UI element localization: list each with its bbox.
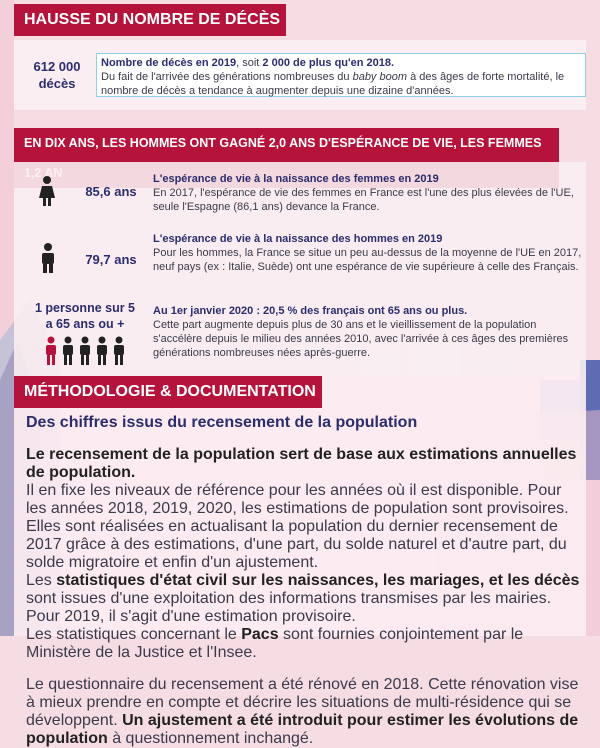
person-icon-highlight: [46, 337, 56, 366]
pacs-bold: Pacs: [241, 626, 279, 643]
person-icon: [63, 337, 73, 366]
person-icon: [97, 337, 107, 366]
methodology-subtitle: Des chiffres issus du recensement de la population: [26, 414, 418, 431]
section1-title: HAUSSE DU NOMBRE DE DÉCÈS: [14, 4, 286, 36]
deaths-unit: décès: [38, 76, 76, 91]
person-icon: [80, 337, 90, 366]
people-ratio-icons: [44, 336, 128, 366]
women-lead: L'espérance de vie à la naissance des femmes en 2019: [153, 173, 439, 185]
methodology-p2: [26, 572, 582, 626]
pacs-text-b: sont fournies conjointement par le Ministère de la Justice et l'Insee.: [26, 626, 524, 661]
women-value: 85,6 ans: [85, 184, 137, 199]
elderly-box: [153, 304, 578, 360]
pacs-text-a: Les statistiques concernant le: [26, 626, 242, 643]
deaths-stat: [22, 58, 92, 92]
questionnaire-text-b: à questionnement inchangé.: [107, 730, 314, 747]
man-icon: [40, 242, 56, 274]
women-box: [153, 172, 583, 214]
elderly-lead: Au 1er janvier 2020 : 20,5 % des français ont 65 ans ou plus.: [153, 305, 468, 317]
census-text: Il en fixe les niveaux de référence pour les années où il est disponible. Pour les années 2018, 2019, 2020, les estimations de population sont provisoires. Elles sont réalisées en actualisant la population du dernier recensement de 2017 grâce à des estimations, d'une part, du solde naturel et d'autre part, du solde migratoire et enfin d'un ajustement.: [26, 482, 569, 571]
deaths-box: [96, 53, 586, 97]
deaths-text-italic: baby boom: [352, 71, 408, 83]
methodology-p4: [26, 676, 582, 748]
woman-icon: [38, 175, 56, 207]
elderly-text: Cette part augmente depuis plus de 30 ans et le vieillissement de la population s'accélère depuis le milieu des années 2010, avec l'arrivée à ces âges des premières générations nombreuses nées après-guerre.: [153, 319, 569, 359]
person-icon: [114, 337, 124, 366]
methodology-p1: [26, 446, 582, 572]
deaths-value: 612 000: [33, 59, 81, 74]
elderly-value-line2: a 65 ans ou +: [45, 317, 125, 331]
men-lead: L'espérance de vie à la naissance des hommes en 2019: [153, 233, 443, 245]
civil-text-b: sont issues d'une exploitation des informations transmises par les mairies. Pour 2019, il s'agit d'une estimation provisoire.: [26, 590, 552, 625]
deaths-text-a: Du fait de l'arrivée des générations nombreuses du: [101, 71, 353, 83]
census-lead: Le recensement de la population sert de base aux estimations annuelles de population.: [26, 446, 577, 481]
elderly-value-line1: 1 personne sur 5: [34, 301, 136, 315]
men-box: [153, 232, 583, 274]
deaths-lead-bold2: 2 000 de plus qu'en 2018.: [262, 57, 395, 69]
section2-title: EN DIX ANS, LES HOMMES ONT GAGNÉ 2,0 ANS D'ESPÉRANCE DE VIE, LES FEMMES: [14, 128, 559, 188]
methodology-p3: [26, 626, 582, 662]
women-text: En 2017, l'espérance de vie des femmes en France est l'une des plus élevées de l'UE, seule l'Espagne (86,1 ans) devance la France.: [153, 187, 574, 213]
questionnaire-text-a: Le questionnaire du recensement a été rénové en 2018. Cette rénovation vise à mieux prendre en compte et décrire les situations de multi-résidence qui se développent.: [26, 676, 579, 729]
men-value: 79,7 ans: [85, 252, 137, 267]
deaths-lead-rest: , soit: [236, 57, 263, 69]
section3-title: MÉTHODOLOGIE & DOCUMENTATION: [14, 376, 322, 408]
questionnaire-bold: Un ajustement a été introduit pour estimer les évolutions de population: [26, 712, 579, 747]
civil-text-a: Les: [26, 572, 57, 589]
elderly-stat: [20, 300, 150, 332]
deaths-text-b: à des âges de forte mortalité, le nombre de décès a tendance à augmenter depuis une dizaine d'années.: [101, 71, 565, 97]
men-text: Pour les hommes, la France se situe un peu au-dessus de la moyenne de l'UE en 2017, neuf pays (ex : Italie, Suède) ont une espérance de vie supérieure à celle des Français.: [153, 247, 582, 273]
civil-bold: statistiques d'état civil sur les naissances, les mariages, et les décès: [56, 572, 580, 589]
deaths-lead: Nombre de décès en 2019: [101, 57, 237, 69]
methodology-body: [26, 414, 582, 748]
